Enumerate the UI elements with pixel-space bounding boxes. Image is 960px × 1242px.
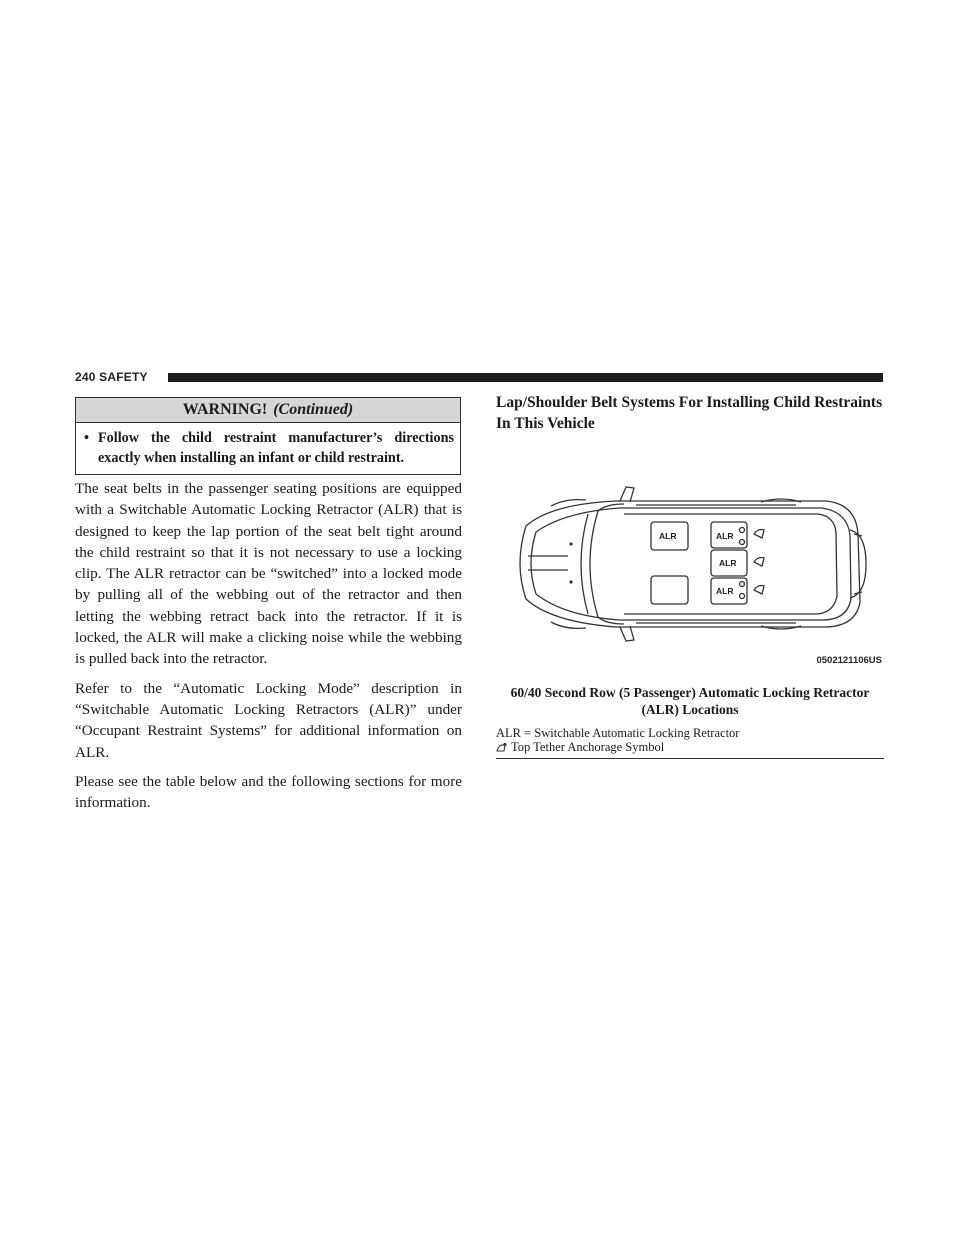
page-number: 240 SAFETY — [75, 370, 148, 384]
paragraph-see-table: Please see the table below and the following sections for more information. — [75, 772, 462, 812]
vehicle-top-view — [496, 484, 884, 672]
paragraph-alr-intro: The seat belts in the passenger seating positions are equipped with a Switchable Automatic Locking Retractor (ALR) that is designed to keep the lap portion of the seat belt tight around the child restraint so that it is not necessary to use a locking clip. The ALR retractor can be “switched” into a locked mode by pulling all of the webbing out of the retractor and then letting the webbing retract back into the retractor. If it is locked, the ALR will make a clicking noise while the webbing is pulled back into the retractor. — [75, 480, 462, 668]
warning-continued: (Continued) — [273, 401, 354, 418]
paragraph-refer: Refer to the “Automatic Locking Mode” description in “Switchable Automatic Locking Retractors (ALR)” under “Occupant Restraint Systems” for additional information on ALR. — [75, 679, 462, 761]
alr-label-front: ALR — [659, 531, 677, 541]
alr-label-right: ALR — [716, 586, 734, 596]
body-text — [75, 478, 462, 821]
tether-anchor-icon — [496, 742, 508, 753]
vehicle-alr-diagram — [496, 484, 884, 672]
warning-title: WARNING! — [182, 401, 268, 418]
alr-label-center: ALR — [719, 558, 737, 568]
figure-code: 0502121106US — [816, 655, 882, 666]
figure-legend — [496, 727, 884, 759]
section-title: Lap/Shoulder Belt Systems For Installing Child Restraints In This Vehicle — [496, 394, 883, 432]
warning-bullet-text: Follow the child restraint manufacturer’s directions exactly when installing an infant or child restraint. — [98, 430, 454, 466]
legend-tether — [496, 741, 884, 755]
warning-header — [76, 398, 460, 423]
header-rule — [168, 373, 883, 382]
legend-alr: ALR = Switchable Automatic Locking Retractor — [496, 726, 740, 740]
warning-bullet — [76, 423, 460, 474]
bullet-icon: • — [84, 430, 89, 446]
page-header — [75, 371, 883, 385]
figure-caption: 60/40 Second Row (5 Passenger) Automatic Locking Retractor (ALR) Locations — [510, 685, 870, 717]
legend-tether-text: Top Tether Anchorage Symbol — [511, 739, 665, 754]
warning-box — [75, 397, 461, 475]
alr-label-left: ALR — [716, 531, 734, 541]
